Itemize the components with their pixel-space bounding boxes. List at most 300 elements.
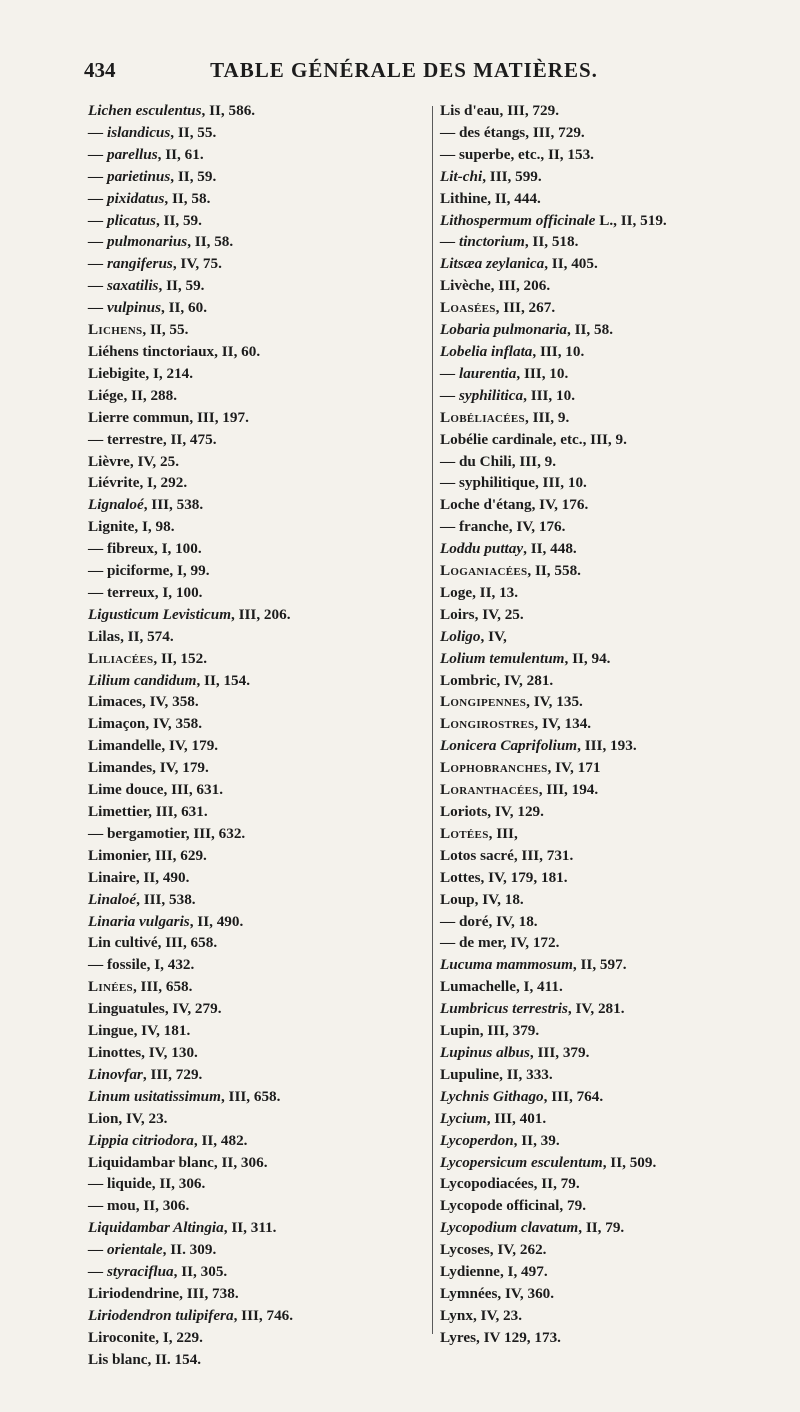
index-term: — islandicus [88,123,171,141]
index-term: Limandes [88,759,153,777]
index-term: — saxatilis [88,277,159,295]
index-reference: , III, 658. [220,1087,281,1105]
index-term: Lierre commun [88,408,190,426]
index-term: Loranthacées [440,781,539,799]
index-entry [440,1086,748,1108]
index-columns [88,100,748,1368]
index-term: — plicatus [88,211,156,229]
index-entry [88,560,426,582]
index-term: Lignaloé [88,496,144,514]
index-term: Loup [440,890,475,908]
index-entry [440,516,748,538]
index-term: — mou [88,1197,136,1215]
index-entry [440,889,748,911]
index-term: Loche d'étang [440,496,532,514]
index-term: Loligo [440,627,481,645]
index-term: — rangiferus [88,255,173,273]
index-entry [440,1261,748,1283]
index-entry [88,516,426,538]
index-term: Linées [88,978,133,996]
index-entry [88,429,426,451]
index-reference: , III, 379. [479,1022,540,1040]
index-reference: , II, 79. [533,1175,580,1193]
index-entry [440,998,748,1020]
index-reference: , III, 629. [147,846,207,864]
index-term: Livèche [440,277,491,295]
index-term: Lupuline [440,1065,500,1083]
right-column [440,100,748,1349]
index-entry [440,297,748,319]
index-entry [88,779,426,801]
index-reference: , III, 631. [148,803,208,820]
index-entry [88,911,426,933]
index-reference: , II, 152. [153,649,208,667]
index-entry [88,538,426,560]
index-entry [440,1108,748,1130]
index-entry [440,253,748,275]
index-entry [440,231,748,253]
index-term: Lymnées [440,1284,498,1302]
index-entry [88,100,426,122]
index-entry [88,670,426,692]
index-term: Linguatules [88,1000,165,1018]
index-term: — terreux [88,583,155,601]
index-term: — pulmonarius [88,233,188,251]
index-reference: , III, 206. [231,605,291,623]
index-entry [88,735,426,757]
index-term: Lycoses [440,1241,490,1259]
index-term: Lobélie cardinale, etc. [440,430,583,448]
index-entry [440,319,748,341]
index-term: Longirostres [440,715,535,733]
index-term: Lumachelle [440,978,516,996]
index-reference: , IV, 134. [534,715,592,733]
index-term: — vulpinus [88,299,162,317]
index-entry [440,341,748,363]
index-entry [440,451,748,473]
index-term: Lycopodiacées [440,1175,534,1193]
index-entry [440,1020,748,1042]
index-reference: , III, 206. [490,277,551,295]
index-entry [440,954,748,976]
index-entry [88,823,426,845]
index-reference: , II, 288. [123,386,178,404]
index-entry [88,297,426,319]
index-reference: , II, 59. [158,277,205,295]
index-term: Lichen esculentus [88,102,202,119]
index-term: — du Chili [440,452,512,470]
index-term: — parietinus [88,167,171,185]
index-reference: , III, 10. [516,364,569,382]
index-reference: , I, 100. [154,583,203,601]
index-term: — pixidatus [88,189,165,207]
index-term: Lion [88,1109,119,1127]
index-reference: , II, 509. [602,1153,657,1171]
index-term: Lombric [440,671,497,689]
index-reference: , I, 229. [155,1328,203,1346]
index-term: — fossile [88,956,147,974]
index-term: Lupinus albus [440,1043,530,1061]
index-reference: , I, 497. [499,1263,548,1281]
index-reference: , III, 10. [532,342,585,360]
index-entry [440,648,748,670]
index-entry [440,166,748,188]
index-reference: , III, 267. [495,299,556,317]
index-entry [88,231,426,253]
index-entry [88,1327,426,1349]
index-entry [440,932,748,954]
index-term: Linovfar [88,1065,143,1083]
index-term: Liroconite [88,1328,156,1346]
index-term: Loasées [440,299,496,317]
index-reference: , II, 448. [523,540,577,558]
index-term: Lit-chi [440,167,483,185]
index-term: Liéhens tinctoriaux [88,342,215,360]
index-entry [88,451,426,473]
index-term: Limandelle [88,737,162,755]
index-reference: , IV, 171 [547,759,601,777]
index-reference: , II, 482. [193,1131,248,1149]
index-term: — bergamotier [88,824,186,842]
index-entry [88,341,426,363]
index-entry [440,275,748,297]
index-entry [440,538,748,560]
index-term: Limaces [88,693,142,711]
index-reference: , II, 490. [135,868,190,886]
index-entry [440,670,748,692]
index-entry [88,1108,426,1130]
index-term: Liliacées [88,649,154,667]
index-reference: , II. 309. [162,1241,217,1259]
index-entry [440,757,748,779]
index-reference: , II, 13. [472,583,519,601]
index-reference: , III, 729. [499,102,560,119]
index-term: Liebigite [88,364,146,382]
index-reference: , II, 61. [157,145,204,163]
index-term: Lycoperdon [440,1131,514,1149]
index-entry [440,188,748,210]
index-reference: , IV, 360. [497,1284,555,1302]
index-reference: , III, 194. [538,781,599,799]
index-entry [88,166,426,188]
index-reference: , II. 154. [147,1350,202,1368]
index-entry [88,472,426,494]
index-entry [88,954,426,976]
index-entry [88,407,426,429]
index-reference: , II, 597. [572,956,627,974]
index-term: — parellus [88,145,158,163]
index-reference: , II, 154. [196,671,251,689]
left-column [88,100,426,1371]
index-entry [88,713,426,735]
index-reference: , II, 558. [527,562,581,580]
index-entry [440,407,748,429]
index-reference: , II, 58. [164,189,211,207]
index-term: — syphilitica [440,386,524,404]
index-reference: , IV, 23. [472,1306,523,1324]
index-entry [88,889,426,911]
index-entry [88,1042,426,1064]
index-entry [88,1086,426,1108]
index-reference: , III, 632. [185,824,246,842]
index-term: — piciforme [88,562,170,580]
index-entry [440,911,748,933]
index-entry [440,867,748,889]
index-reference: , II, 153. [540,145,594,163]
index-reference: , II, 518. [524,233,579,251]
index-reference: , IV, 281. [567,1000,625,1018]
index-reference: , II, 55. [170,123,217,141]
index-entry [88,626,426,648]
index-reference: , IV, 75. [172,255,222,273]
index-term: Lycopodium clavatum [440,1219,579,1237]
index-reference: , III, 729. [525,123,585,141]
index-term: Loddu puttay [440,540,524,558]
index-term: Lynx [440,1306,473,1324]
page-number: 434 [84,58,116,82]
index-term: Lobéliacées [440,408,525,426]
index-term: Lichens [88,321,143,339]
index-entry [440,1064,748,1086]
index-entry [440,560,748,582]
index-entry [440,494,748,516]
index-term: — de mer [440,934,503,952]
index-reference: , II, 58. [567,321,614,339]
index-reference: , II, 405. [544,255,598,273]
index-term: Lilium candidum [88,671,197,689]
index-reference: , II, 39. [513,1131,560,1149]
index-term: Lilas [88,627,121,645]
index-entry [88,757,426,779]
index-entry [88,1173,426,1195]
index-reference: , I, 99. [169,562,210,580]
index-reference: , IV 129, 173. [476,1328,561,1346]
index-reference: , I, 100. [153,540,202,558]
index-entry [440,626,748,648]
index-reference: , IV, 130. [141,1043,198,1061]
index-entry [88,1152,426,1174]
index-reference: , IV, 358. [142,693,199,711]
index-entry [88,188,426,210]
index-entry [440,100,748,122]
index-reference: , I, 214. [145,364,194,382]
index-term: Liévrite [88,474,140,492]
index-reference: , II, 574. [120,627,174,645]
index-reference: , III, 193. [577,737,637,755]
index-entry [440,1327,748,1349]
index-reference: , II, 475. [162,430,217,448]
index-entry [88,691,426,713]
index-entry [440,429,748,451]
index-entry [88,1305,426,1327]
index-entry [88,1261,426,1283]
index-term: Lièvre [88,452,130,470]
index-entry [88,144,426,166]
index-term: Lophobranches [440,759,548,777]
index-reference: , II, 60. [161,299,208,317]
index-entry [88,801,426,823]
index-term: Lycopode officinal [440,1197,560,1215]
index-term: Loriots [440,803,488,820]
index-reference: , III, 379. [529,1043,590,1061]
index-term: — superbe, etc. [440,145,541,163]
index-reference: , III, 658. [157,934,218,952]
index-term: — des étangs [440,123,526,141]
index-entry [440,1152,748,1174]
index-entry [88,1349,426,1371]
index-reference: , II, 306. [213,1153,268,1171]
index-term: — fibreux [88,540,154,558]
index-entry [440,604,748,626]
index-reference: , III, 10. [534,474,587,492]
index-entry [440,472,748,494]
index-term: Lonicera Caprifolium [440,737,578,755]
index-reference: , IV, 179. [161,737,219,755]
index-reference: , III, 738. [179,1284,239,1302]
index-term: Liquidambar blanc [88,1153,214,1171]
index-reference: , III, 9. [524,408,570,426]
index-entry [88,494,426,516]
index-entry [440,1130,748,1152]
index-term: Liriodendron tulipifera [88,1306,234,1324]
index-term: Linaria vulgaris [88,912,190,930]
index-entry [88,122,426,144]
index-reference: , IV, 279. [164,1000,222,1018]
index-term: — orientale [88,1241,163,1259]
index-entry [88,1064,426,1086]
index-entry [88,275,426,297]
index-reference: , II, 59. [155,211,202,229]
index-reference: , III, 197. [189,408,249,426]
index-entry [88,998,426,1020]
index-reference: , II, 59. [170,167,217,185]
index-term: Limaçon [88,715,146,733]
index-entry [440,1305,748,1327]
index-reference: , III, 729. [142,1065,203,1083]
index-entry [440,691,748,713]
index-entry [440,582,748,604]
index-reference: , IV, 358. [145,715,203,733]
index-term: Lotées [440,824,489,842]
index-entry [440,1195,748,1217]
index-reference: , II, 311. [223,1219,277,1237]
index-reference: , II, 79. [578,1219,625,1237]
index-term: Lithine [440,189,488,207]
index-term: Lippia citriodora [88,1131,194,1149]
index-entry [88,1239,426,1261]
page-title: TABLE GÉNÉRALE DES MATIÈRES. [210,58,598,82]
index-reference: , III, 401. [486,1109,547,1127]
index-reference: , IV, 281. [496,671,554,689]
index-reference: , I, 292. [139,474,188,492]
index-entry [88,210,426,232]
index-reference: , II, 60. [214,342,261,360]
index-reference: , III, 658. [132,978,193,996]
index-entry [440,1173,748,1195]
index-entry [88,867,426,889]
index-reference: , I, 432. [146,956,195,974]
index-term: Lime douce [88,781,164,799]
index-term: Lycopersicum esculentum [440,1153,603,1171]
index-entry [88,363,426,385]
index-term: Lolium temulentum [440,649,565,667]
index-reference: , IV, 23. [118,1109,168,1127]
index-term: Liriodendrine [88,1284,180,1302]
index-reference: , II, 306. [151,1175,206,1193]
index-reference: , III, 9. [582,430,627,448]
index-entry [440,122,748,144]
index-reference: , II, 58. [187,233,234,251]
index-term: Limettier [88,803,149,820]
index-reference: , IV, 176. [508,518,566,536]
index-reference: , II, 586. [201,102,256,119]
index-term: Lumbricus terrestris [440,1000,568,1018]
index-reference: , IV, 18. [474,890,524,908]
index-entry [88,1283,426,1305]
index-entry [88,319,426,341]
index-reference: , 79. [559,1197,586,1215]
index-reference: , III, 538. [143,496,204,514]
index-term: Ligusticum Levisticum [88,605,232,623]
index-entry [440,823,748,845]
index-reference: , III, 9. [511,452,557,470]
index-reference: , III, 631. [163,781,224,799]
index-term: Litsæa zeylanica [440,255,545,273]
index-reference: , III, 599. [482,167,542,185]
index-reference: , IV, 129. [487,803,544,820]
index-entry [88,1217,426,1239]
index-term: Lobaria pulmonaria [440,321,568,339]
index-term: — syphilitique [440,474,535,492]
index-entry [88,385,426,407]
index-reference: , III, 764. [543,1087,604,1105]
index-entry [440,1239,748,1261]
index-reference: , IV, 262. [489,1241,547,1259]
index-term: — terrestre [88,430,163,448]
index-entry [88,582,426,604]
index-entry [88,604,426,626]
index-term: Lotos sacré [440,846,514,864]
index-reference: , I, 411. [515,978,563,996]
index-reference: , II, 305. [173,1263,228,1281]
index-reference: , III, [488,824,518,842]
index-term: — tinctorium [440,233,525,251]
index-entry [440,1042,748,1064]
index-entry [440,210,748,232]
index-entry [88,932,426,954]
index-term: Lycium [440,1109,487,1127]
index-entry [440,1217,748,1239]
index-reference: L., II, 519. [595,211,667,229]
index-term: Linaire [88,868,136,886]
index-entry [440,845,748,867]
index-entry [88,1130,426,1152]
index-reference: , III, 538. [136,890,196,908]
index-entry [440,1283,748,1305]
index-entry [440,713,748,735]
column-divider [432,106,433,1334]
index-reference: , II, 444. [487,189,541,207]
index-term: — laurentia [440,364,517,382]
index-term: Linottes [88,1043,142,1061]
index-term: Linum usitatissimum [88,1087,221,1105]
index-reference: , IV, 179. [152,759,209,777]
index-entry [88,845,426,867]
index-entry [440,363,748,385]
index-term: Liége [88,386,124,404]
index-entry [440,735,748,757]
index-term: — franche [440,518,509,536]
